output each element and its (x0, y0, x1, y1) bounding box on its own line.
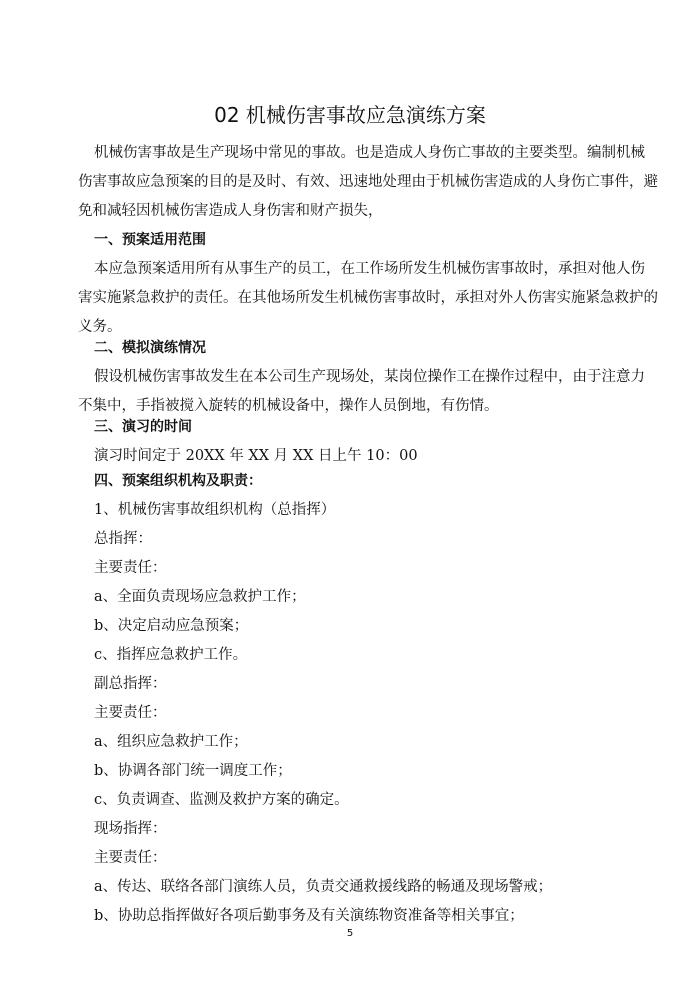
text-line: 演习时间定于 20XX 年 XX 月 XX 日上午 10：00 (94, 448, 418, 464)
text-line: 主要责任： (94, 850, 167, 866)
text-line: b、协助总指挥做好各项后勤事务及有关演练物资准备等相关事宜； (94, 908, 524, 924)
section-3 (94, 413, 634, 471)
text-line: 机械伤害事故是生产现场中常见的事故。也是造成人身伤亡事故的主要类型。编制机械 (94, 145, 645, 161)
page-title: 02 机械伤害事故应急演练方案 (214, 103, 486, 127)
section-heading: 一、预案适用范围 (94, 232, 206, 248)
text-line: 副总指挥： (94, 676, 167, 692)
section-2 (78, 334, 645, 421)
text-line: a、全面负责现场应急救护工作； (94, 589, 306, 605)
text-line: a、组织应急救护工作； (94, 734, 248, 750)
section-4 (94, 467, 634, 931)
text-line: 义务。 (78, 319, 122, 335)
text-line: 主要责任： (94, 560, 167, 576)
text-line: 1、机械伤害事故组织机构（总指挥） (94, 502, 336, 518)
section-heading: 二、模拟演练情况 (94, 340, 206, 356)
text-line: c、指挥应急救护工作。 (94, 647, 248, 663)
text-line: 现场指挥： (94, 821, 167, 837)
section-heading: 四、预案组织机构及职责： (94, 473, 262, 489)
intro-paragraph (78, 139, 658, 226)
text-line: 假设机械伤害事故发生在本公司生产现场处，某岗位操作工在操作过程中，由于注意力 (94, 369, 645, 385)
section-heading: 三、演习的时间 (94, 419, 192, 435)
text-line: a、传达、联络各部门演练人员，负责交通救援线路的畅通及现场警戒； (94, 879, 553, 895)
text-line: c、负责调查、监测及救护方案的确定。 (94, 792, 349, 808)
text-line: 免和减轻因机械伤害造成人身伤害和财产损失， (78, 203, 383, 219)
text-line: 伤害事故应急预案的目的是及时、有效、迅速地处理由于机械伤害造成的人身伤亡事件，避 (78, 174, 658, 190)
text-line: 总指挥： (94, 531, 152, 547)
text-line: 本应急预案适用所有从事生产的员工，在工作场所发生机械伤害事故时，承担对他人伤 (94, 261, 645, 277)
text-line: 害实施紧急救护的责任。在其他场所发生机械伤害事故时，承担对外人伤害实施紧急救护的 (78, 290, 658, 306)
text-line: b、决定启动应急预案； (94, 618, 249, 634)
text-line: 不集中，手指被搅入旋转的机械设备中，操作人员倒地，有伤情。 (78, 398, 499, 414)
page-number: 5 (346, 928, 354, 939)
section-1 (78, 226, 658, 342)
text-line: 主要责任： (94, 705, 167, 721)
text-line: b、协调各部门统一调度工作； (94, 763, 292, 779)
